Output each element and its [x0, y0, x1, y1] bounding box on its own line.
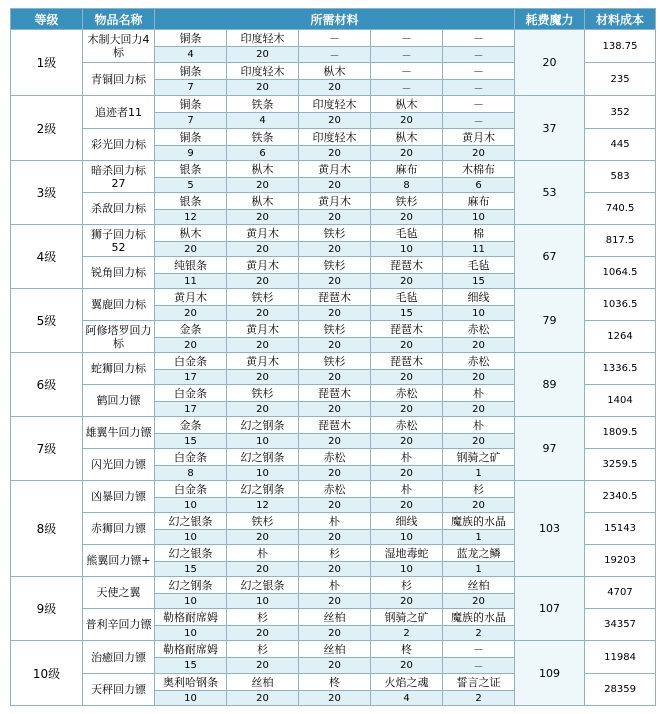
quantity-cell: 20 [299, 562, 371, 577]
material-cell: 朴 [299, 577, 371, 594]
quantity-cell: 10 [443, 210, 515, 225]
material-cell: 白金条 [155, 385, 227, 402]
level-cell: 10级 [11, 641, 83, 706]
quantity-cell: 2 [371, 626, 443, 641]
material-cell: 朴 [371, 449, 443, 466]
material-cell: 印度轻木 [227, 63, 299, 80]
quantity-cell: 7 [155, 113, 227, 129]
material-cell: 棉 [443, 225, 515, 242]
item-name-cell: 青铜回力标 [83, 63, 155, 96]
material-cell: 麻布 [443, 193, 515, 210]
mana-cost-cell: 89 [515, 353, 585, 417]
material-cell: 火焰之魂 [371, 674, 443, 691]
mana-cost-cell: 107 [515, 577, 585, 641]
quantity-cell: 20 [299, 498, 371, 513]
material-cell: 幻之钢条 [227, 417, 299, 434]
quantity-cell: 15 [155, 434, 227, 449]
mana-cost-cell: 109 [515, 641, 585, 706]
item-name-cell: 狮子回力标52 [83, 225, 155, 257]
material-cell: 朴 [299, 513, 371, 530]
quantity-cell: 20 [299, 113, 371, 129]
quantity-cell: 10 [227, 434, 299, 449]
quantity-cell: 1 [443, 562, 515, 577]
material-cell: 铜条 [155, 96, 227, 113]
quantity-cell: 20 [299, 466, 371, 481]
mana-cost-cell: 103 [515, 481, 585, 577]
material-cell: 白金条 [155, 449, 227, 466]
table-body [11, 30, 656, 706]
material-cell: 枞木 [227, 193, 299, 210]
quantity-cell: 10 [155, 498, 227, 513]
level-cell: 8级 [11, 481, 83, 577]
material-cell: 杉 [227, 609, 299, 626]
material-cell: 麻布 [371, 161, 443, 178]
quantity-cell: 20 [371, 402, 443, 417]
material-cell: 银条 [155, 161, 227, 178]
material-cost-cell: 352 [585, 96, 656, 129]
material-cell: 毛毡 [371, 289, 443, 306]
level-cell: 9级 [11, 577, 83, 641]
quantity-cell: 4 [227, 113, 299, 129]
material-cost-cell: 817.5 [585, 225, 656, 257]
quantity-cell: 20 [299, 80, 371, 96]
quantity-cell: 10 [155, 626, 227, 641]
material-cell: － [443, 63, 515, 80]
material-cell: 细线 [371, 513, 443, 530]
material-cell: 琵琶木 [299, 385, 371, 402]
quantity-cell: 20 [299, 178, 371, 193]
material-cell: 誓言之证 [443, 674, 515, 691]
material-cost-cell: 2340.5 [585, 481, 656, 513]
material-cell: 杉 [371, 577, 443, 594]
material-cell: － [371, 30, 443, 47]
material-cost-cell: 1064.5 [585, 257, 656, 289]
table-header-row [11, 9, 656, 30]
table-row [11, 641, 656, 658]
quantity-cell: 20 [299, 691, 371, 706]
material-cell: 黄月木 [227, 225, 299, 242]
material-cell: 朴 [443, 417, 515, 434]
material-cell: 铁杉 [299, 257, 371, 274]
material-cell: 印度轻木 [299, 129, 371, 146]
quantity-cell: 20 [371, 146, 443, 161]
quantity-cell: 20 [299, 338, 371, 353]
level-cell: 5级 [11, 289, 83, 353]
mana-cost-cell: 97 [515, 417, 585, 481]
quantity-cell: 20 [371, 338, 443, 353]
material-cost-cell: 583 [585, 161, 656, 193]
item-name-cell: 阿修塔罗回力标 [83, 321, 155, 353]
quantity-cell: 5 [155, 178, 227, 193]
material-cell: 赤松 [299, 481, 371, 498]
material-cell: － [443, 96, 515, 113]
material-cost-cell: 138.75 [585, 30, 656, 63]
quantity-cell: 11 [443, 242, 515, 257]
material-cell: 幻之钢条 [227, 481, 299, 498]
quantity-cell: 12 [227, 498, 299, 513]
quantity-cell: 20 [227, 80, 299, 96]
quantity-cell: 17 [155, 402, 227, 417]
quantity-cell: 20 [227, 306, 299, 321]
material-cost-cell: 1264 [585, 321, 656, 353]
material-cell: 铁杉 [299, 321, 371, 338]
material-cell: 丝柏 [299, 641, 371, 658]
quantity-cell: 20 [227, 210, 299, 225]
quantity-cell: 4 [155, 47, 227, 63]
material-cell: 铜条 [155, 30, 227, 47]
quantity-cell: 20 [299, 242, 371, 257]
material-cell: 铁杉 [227, 513, 299, 530]
material-cell: 黄月木 [227, 353, 299, 370]
quantity-cell: 20 [371, 434, 443, 449]
item-name-cell: 普利辛回力镖 [83, 609, 155, 641]
quantity-cell: － [371, 47, 443, 63]
quantity-cell: 20 [227, 691, 299, 706]
material-cell: 湿地毒蛇 [371, 545, 443, 562]
material-cell: 黄月木 [227, 257, 299, 274]
quantity-cell: 20 [443, 370, 515, 385]
mana-cost-cell: 20 [515, 30, 585, 96]
quantity-cell: 20 [227, 562, 299, 577]
material-cell: 杉 [299, 545, 371, 562]
material-cell: 印度轻木 [299, 96, 371, 113]
material-cell: 杉 [443, 481, 515, 498]
material-cost-cell: 1036.5 [585, 289, 656, 321]
mana-cost-cell: 37 [515, 96, 585, 161]
material-cell: 黄月木 [443, 129, 515, 146]
item-name-cell: 熊翼回力镖+ [83, 545, 155, 577]
material-cost-cell: 15143 [585, 513, 656, 545]
quantity-cell: 10 [371, 530, 443, 545]
quantity-cell: 20 [371, 274, 443, 289]
material-cell: 黄月木 [299, 193, 371, 210]
table-row [11, 577, 656, 594]
quantity-cell: 15 [155, 658, 227, 674]
quantity-cell: － [299, 47, 371, 63]
material-cost-cell: 1336.5 [585, 353, 656, 385]
level-cell: 3级 [11, 161, 83, 225]
table-row [11, 161, 656, 178]
material-cost-cell: 740.5 [585, 193, 656, 225]
quantity-cell: 20 [299, 146, 371, 161]
table-row [11, 481, 656, 498]
quantity-cell: 12 [155, 210, 227, 225]
material-cell: 木棉布 [443, 161, 515, 178]
level-cell: 7级 [11, 417, 83, 481]
item-name-cell: 闪光回力镖 [83, 449, 155, 481]
quantity-cell: － [443, 80, 515, 96]
material-cell: － [443, 641, 515, 658]
quantity-cell: 20 [227, 626, 299, 641]
material-cell: 金条 [155, 417, 227, 434]
quantity-cell: 10 [227, 594, 299, 609]
material-cost-cell: 28359 [585, 674, 656, 706]
material-cost-cell: 19203 [585, 545, 656, 577]
quantity-cell: 11 [155, 274, 227, 289]
item-name-cell: 暗杀回力标27 [83, 161, 155, 193]
level-cell: 4级 [11, 225, 83, 289]
quantity-cell: 20 [299, 306, 371, 321]
quantity-cell: 20 [299, 274, 371, 289]
header-material-cost: 材料成本 [585, 9, 656, 30]
material-cell: 幻之钢条 [227, 449, 299, 466]
material-cell: 朴 [443, 385, 515, 402]
quantity-cell: 15 [443, 274, 515, 289]
quantity-cell: 20 [299, 402, 371, 417]
quantity-cell: 20 [227, 178, 299, 193]
quantity-cell: 20 [155, 242, 227, 257]
quantity-cell: 20 [443, 594, 515, 609]
quantity-cell: 17 [155, 370, 227, 385]
quantity-cell: 20 [443, 434, 515, 449]
item-name-cell: 木制大回力4标 [83, 30, 155, 63]
material-cell: 枞木 [227, 161, 299, 178]
quantity-cell: 20 [443, 338, 515, 353]
quantity-cell: 10 [155, 594, 227, 609]
item-name-cell: 杀敌回力标 [83, 193, 155, 225]
header-item-name: 物品名称 [83, 9, 155, 30]
material-cost-cell: 235 [585, 63, 656, 96]
mana-cost-cell: 67 [515, 225, 585, 289]
item-name-cell: 天秤回力镖 [83, 674, 155, 706]
quantity-cell: 20 [227, 338, 299, 353]
quantity-cell: 2 [443, 626, 515, 641]
quantity-cell: 10 [371, 242, 443, 257]
table-row [11, 289, 656, 306]
material-cell: 白金条 [155, 481, 227, 498]
material-cell: 白金条 [155, 353, 227, 370]
quantity-cell: 4 [371, 691, 443, 706]
item-name-cell: 鹤回力镖 [83, 385, 155, 417]
item-name-cell: 凶暴回力镖 [83, 481, 155, 513]
mana-cost-cell: 79 [515, 289, 585, 353]
header-mana-cost: 耗费魔力 [515, 9, 585, 30]
material-cell: 勒格耐席姆 [155, 609, 227, 626]
quantity-cell: 20 [371, 370, 443, 385]
material-cell: 朴 [371, 481, 443, 498]
material-cost-cell: 34357 [585, 609, 656, 641]
material-cell: 奥利哈钢条 [155, 674, 227, 691]
quantity-cell: 20 [371, 594, 443, 609]
material-cell: 幻之银条 [155, 513, 227, 530]
quantity-cell: 20 [227, 274, 299, 289]
quantity-cell: 9 [155, 146, 227, 161]
material-cell: 琵琶木 [371, 353, 443, 370]
quantity-cell: 8 [371, 178, 443, 193]
material-cell: 枞木 [371, 96, 443, 113]
quantity-cell: 20 [371, 498, 443, 513]
material-cell: 柊 [371, 641, 443, 658]
material-cell: 铁杉 [299, 353, 371, 370]
material-cell: 柊 [299, 674, 371, 691]
material-cell: 丝柏 [227, 674, 299, 691]
table-row [11, 96, 656, 113]
quantity-cell: 20 [299, 210, 371, 225]
material-cell: 细线 [443, 289, 515, 306]
quantity-cell: 1 [443, 466, 515, 481]
quantity-cell: 20 [227, 402, 299, 417]
quantity-cell: － [443, 113, 515, 129]
table-row [11, 30, 656, 47]
item-name-cell: 追迹者11 [83, 96, 155, 129]
material-cell: 丝柏 [443, 577, 515, 594]
material-cell: 琵琶木 [371, 321, 443, 338]
material-cell: 铜条 [155, 129, 227, 146]
material-cell: 毛毡 [443, 257, 515, 274]
quantity-cell: 20 [371, 210, 443, 225]
header-level: 等级 [11, 9, 83, 30]
item-name-cell: 彩光回力标 [83, 129, 155, 161]
material-cell: 铁杉 [299, 225, 371, 242]
quantity-cell: 20 [155, 338, 227, 353]
quantity-cell: 20 [227, 47, 299, 63]
item-name-cell: 翼鹿回力标 [83, 289, 155, 321]
level-cell: 2级 [11, 96, 83, 161]
material-cell: 魔族的水晶 [443, 513, 515, 530]
table-row [11, 417, 656, 434]
item-name-cell: 天使之翼 [83, 577, 155, 609]
quantity-cell: 20 [299, 530, 371, 545]
material-cell: 琵琶木 [299, 417, 371, 434]
material-cell: 枞木 [371, 129, 443, 146]
quantity-cell: 20 [227, 242, 299, 257]
material-cell: 枞木 [155, 225, 227, 242]
quantity-cell: 6 [443, 178, 515, 193]
material-cell: 金条 [155, 321, 227, 338]
material-cell: － [299, 30, 371, 47]
material-cell: － [371, 63, 443, 80]
material-cell: 纯银条 [155, 257, 227, 274]
mana-cost-cell: 53 [515, 161, 585, 225]
quantity-cell: 6 [227, 146, 299, 161]
material-cell: 铁杉 [227, 289, 299, 306]
material-cost-cell: 1809.5 [585, 417, 656, 449]
material-cell: 毛毡 [371, 225, 443, 242]
material-cell: 赤松 [443, 321, 515, 338]
material-cell: 勒格耐席姆 [155, 641, 227, 658]
material-cell: 蓝龙之鳞 [443, 545, 515, 562]
material-cost-cell: 445 [585, 129, 656, 161]
level-cell: 6级 [11, 353, 83, 417]
material-cell: 赤松 [299, 449, 371, 466]
quantity-cell: 20 [299, 434, 371, 449]
material-cell: 赤松 [371, 385, 443, 402]
material-cell: 幻之钢条 [155, 577, 227, 594]
material-cell: 印度轻木 [227, 30, 299, 47]
quantity-cell: － [371, 80, 443, 96]
quantity-cell: 20 [371, 466, 443, 481]
crafting-cost-table [10, 8, 656, 706]
material-cell: 铁杉 [227, 385, 299, 402]
quantity-cell: 20 [227, 658, 299, 674]
material-cell: 幻之银条 [155, 545, 227, 562]
material-cell: 铁杉 [371, 193, 443, 210]
quantity-cell: 20 [443, 146, 515, 161]
material-cell: 枞木 [299, 63, 371, 80]
material-cell: 钢骑之矿 [443, 449, 515, 466]
table-row [11, 353, 656, 370]
item-name-cell: 治癒回力镖 [83, 641, 155, 674]
material-cell: 朴 [227, 545, 299, 562]
quantity-cell: 10 [371, 562, 443, 577]
quantity-cell: 20 [371, 658, 443, 674]
quantity-cell: 20 [299, 594, 371, 609]
material-cell: 杉 [227, 641, 299, 658]
quantity-cell: 8 [155, 466, 227, 481]
material-cost-cell: 3259.5 [585, 449, 656, 481]
material-cell: － [443, 30, 515, 47]
material-cell: 魔族的水晶 [443, 609, 515, 626]
quantity-cell: 20 [155, 306, 227, 321]
quantity-cell: 20 [227, 370, 299, 385]
material-cost-cell: 11984 [585, 641, 656, 674]
item-name-cell: 锐角回力标 [83, 257, 155, 289]
quantity-cell: 10 [155, 530, 227, 545]
material-cell: 幻之银条 [227, 577, 299, 594]
material-cell: 黄月木 [155, 289, 227, 306]
material-cell: 钢骑之矿 [371, 609, 443, 626]
item-name-cell: 蛇狮回力标 [83, 353, 155, 385]
material-cost-cell: 1404 [585, 385, 656, 417]
quantity-cell: 1 [443, 530, 515, 545]
item-name-cell: 赤狮回力镖 [83, 513, 155, 545]
item-name-cell: 雄翼牛回力镖 [83, 417, 155, 449]
table-row [11, 225, 656, 242]
material-cell: 丝柏 [299, 609, 371, 626]
quantity-cell: 20 [443, 498, 515, 513]
material-cell: 赤松 [371, 417, 443, 434]
quantity-cell: 15 [155, 562, 227, 577]
material-cell: 铁条 [227, 96, 299, 113]
level-cell: 1级 [11, 30, 83, 96]
material-cell: 铁条 [227, 129, 299, 146]
quantity-cell: 20 [227, 530, 299, 545]
quantity-cell: 10 [443, 306, 515, 321]
quantity-cell: 20 [299, 626, 371, 641]
material-cell: 琵琶木 [371, 257, 443, 274]
material-cell: 琵琶木 [299, 289, 371, 306]
quantity-cell: 20 [443, 402, 515, 417]
material-cell: 黄月木 [299, 161, 371, 178]
material-cell: 黄月木 [227, 321, 299, 338]
quantity-cell: 15 [371, 306, 443, 321]
quantity-cell: － [443, 658, 515, 674]
quantity-cell: 7 [155, 80, 227, 96]
quantity-cell: 20 [299, 658, 371, 674]
quantity-cell: 20 [371, 113, 443, 129]
quantity-cell: 10 [227, 466, 299, 481]
material-cost-cell: 4707 [585, 577, 656, 609]
quantity-cell: 10 [155, 691, 227, 706]
header-materials: 所需材料 [155, 9, 515, 30]
material-cell: 赤松 [443, 353, 515, 370]
quantity-cell: － [443, 47, 515, 63]
material-cell: 铜条 [155, 63, 227, 80]
quantity-cell: 2 [443, 691, 515, 706]
material-cell: 银条 [155, 193, 227, 210]
quantity-cell: 20 [299, 370, 371, 385]
